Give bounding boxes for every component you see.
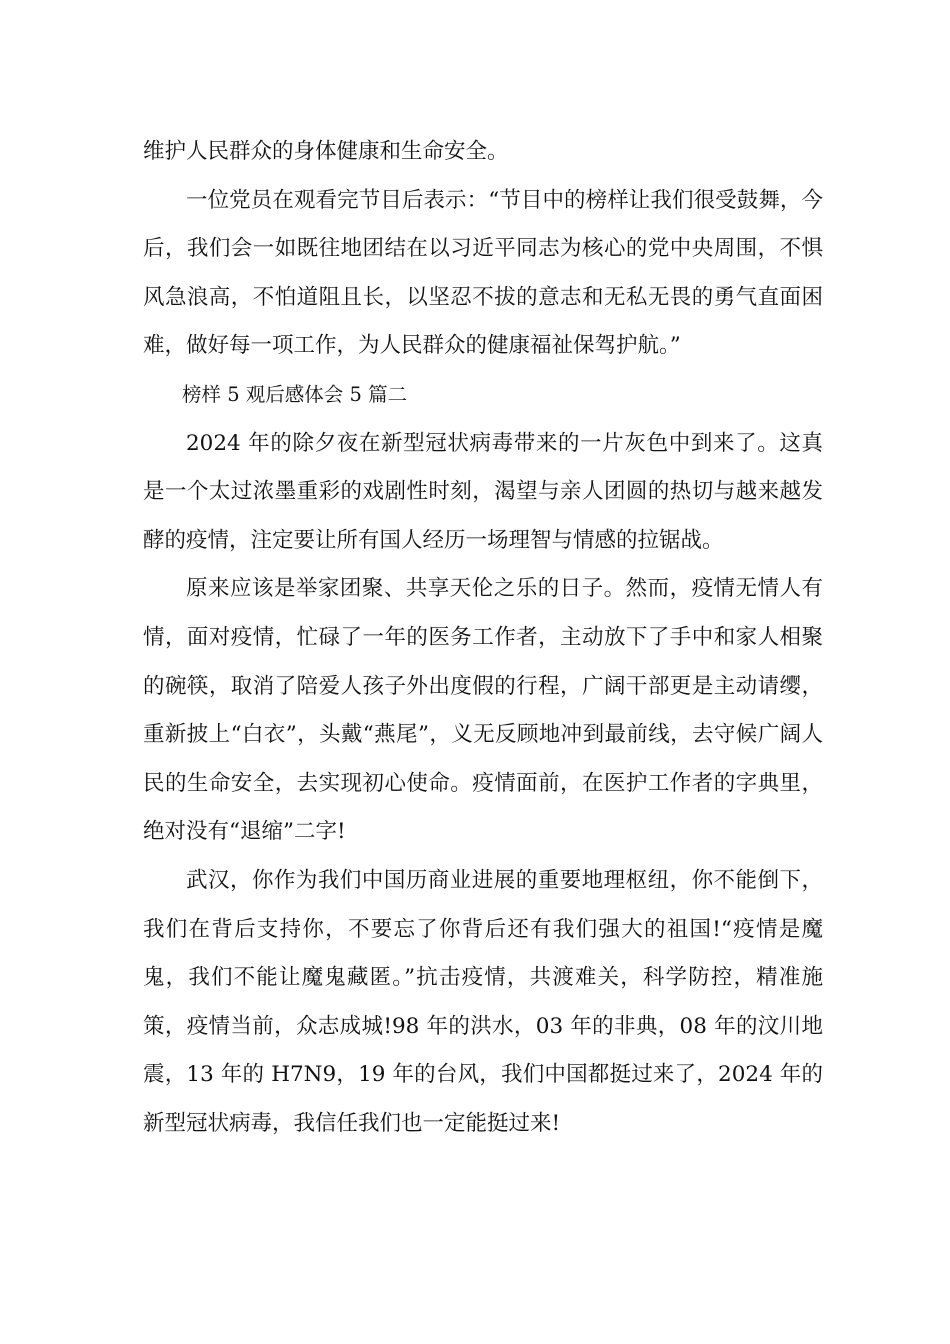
paragraph-wuhan: 武汉，你作为我们中国历商业进展的重要地理枢纽，你不能倒下，我们在背后支持你，不要忘了你背后还有我们强大的祖国!“疫情是魔鬼，我们不能让魔鬼藏匿。”抗击疫情，共渡难关，科学防控，精准施策，疫情当前，众志成城!98 年的洪水，03 年的非典，08 年的汶川地震，13 年的 H7N9，19 年的台风，我们中国都挺过来了，2024 年的新型冠状病毒，我信任我们也一定能挺过来! <box>143 867 823 1136</box>
paragraph-medical-workers: 原来应该是举家团聚、共享天伦之乐的日子。然而，疫情无情人有情，面对疫情，忙碌了一年的医务工作者，主动放下了手中和家人相聚的碗筷，取消了陪爱人孩子外出度假的行程，广阔干部更是主动请缨，重新披上“白衣”，头戴“燕尾”，义无反顾地冲到最前线，去守候广阔人民的生命安全，去实现初心使命。疫情面前，在医护工作者的字典里，绝对没有“退缩”二字! <box>143 576 823 845</box>
paragraph-continuation: 维护人民群众的身体健康和生命安全。 <box>143 139 509 164</box>
paragraph-new-year-eve: 2024 年的除夕夜在新型冠状病毒带来的一片灰色中到来了。这真是一个太过浓墨重彩的戏剧性时刻，渴望与亲人团圆的热切与越来越发酵的疫情，注定要让所有国人经历一场理智与情感的拉锯战。 <box>143 430 823 553</box>
document-body <box>143 128 823 1148</box>
section-heading: 榜样 5 观后感体会 5 篇二 <box>182 382 408 406</box>
paragraph-party-member-quote: 一位党员在观看完节目后表示：“节目中的榜样让我们很受鼓舞，今后，我们会一如既往地团结在以习近平同志为核心的党中央周围，不惧风急浪高，不怕道阻且长，以坚忍不拔的意志和无私无畏的勇气直面困难，做好每一项工作，为人民群众的健康福祉保驾护航。” <box>143 187 823 359</box>
